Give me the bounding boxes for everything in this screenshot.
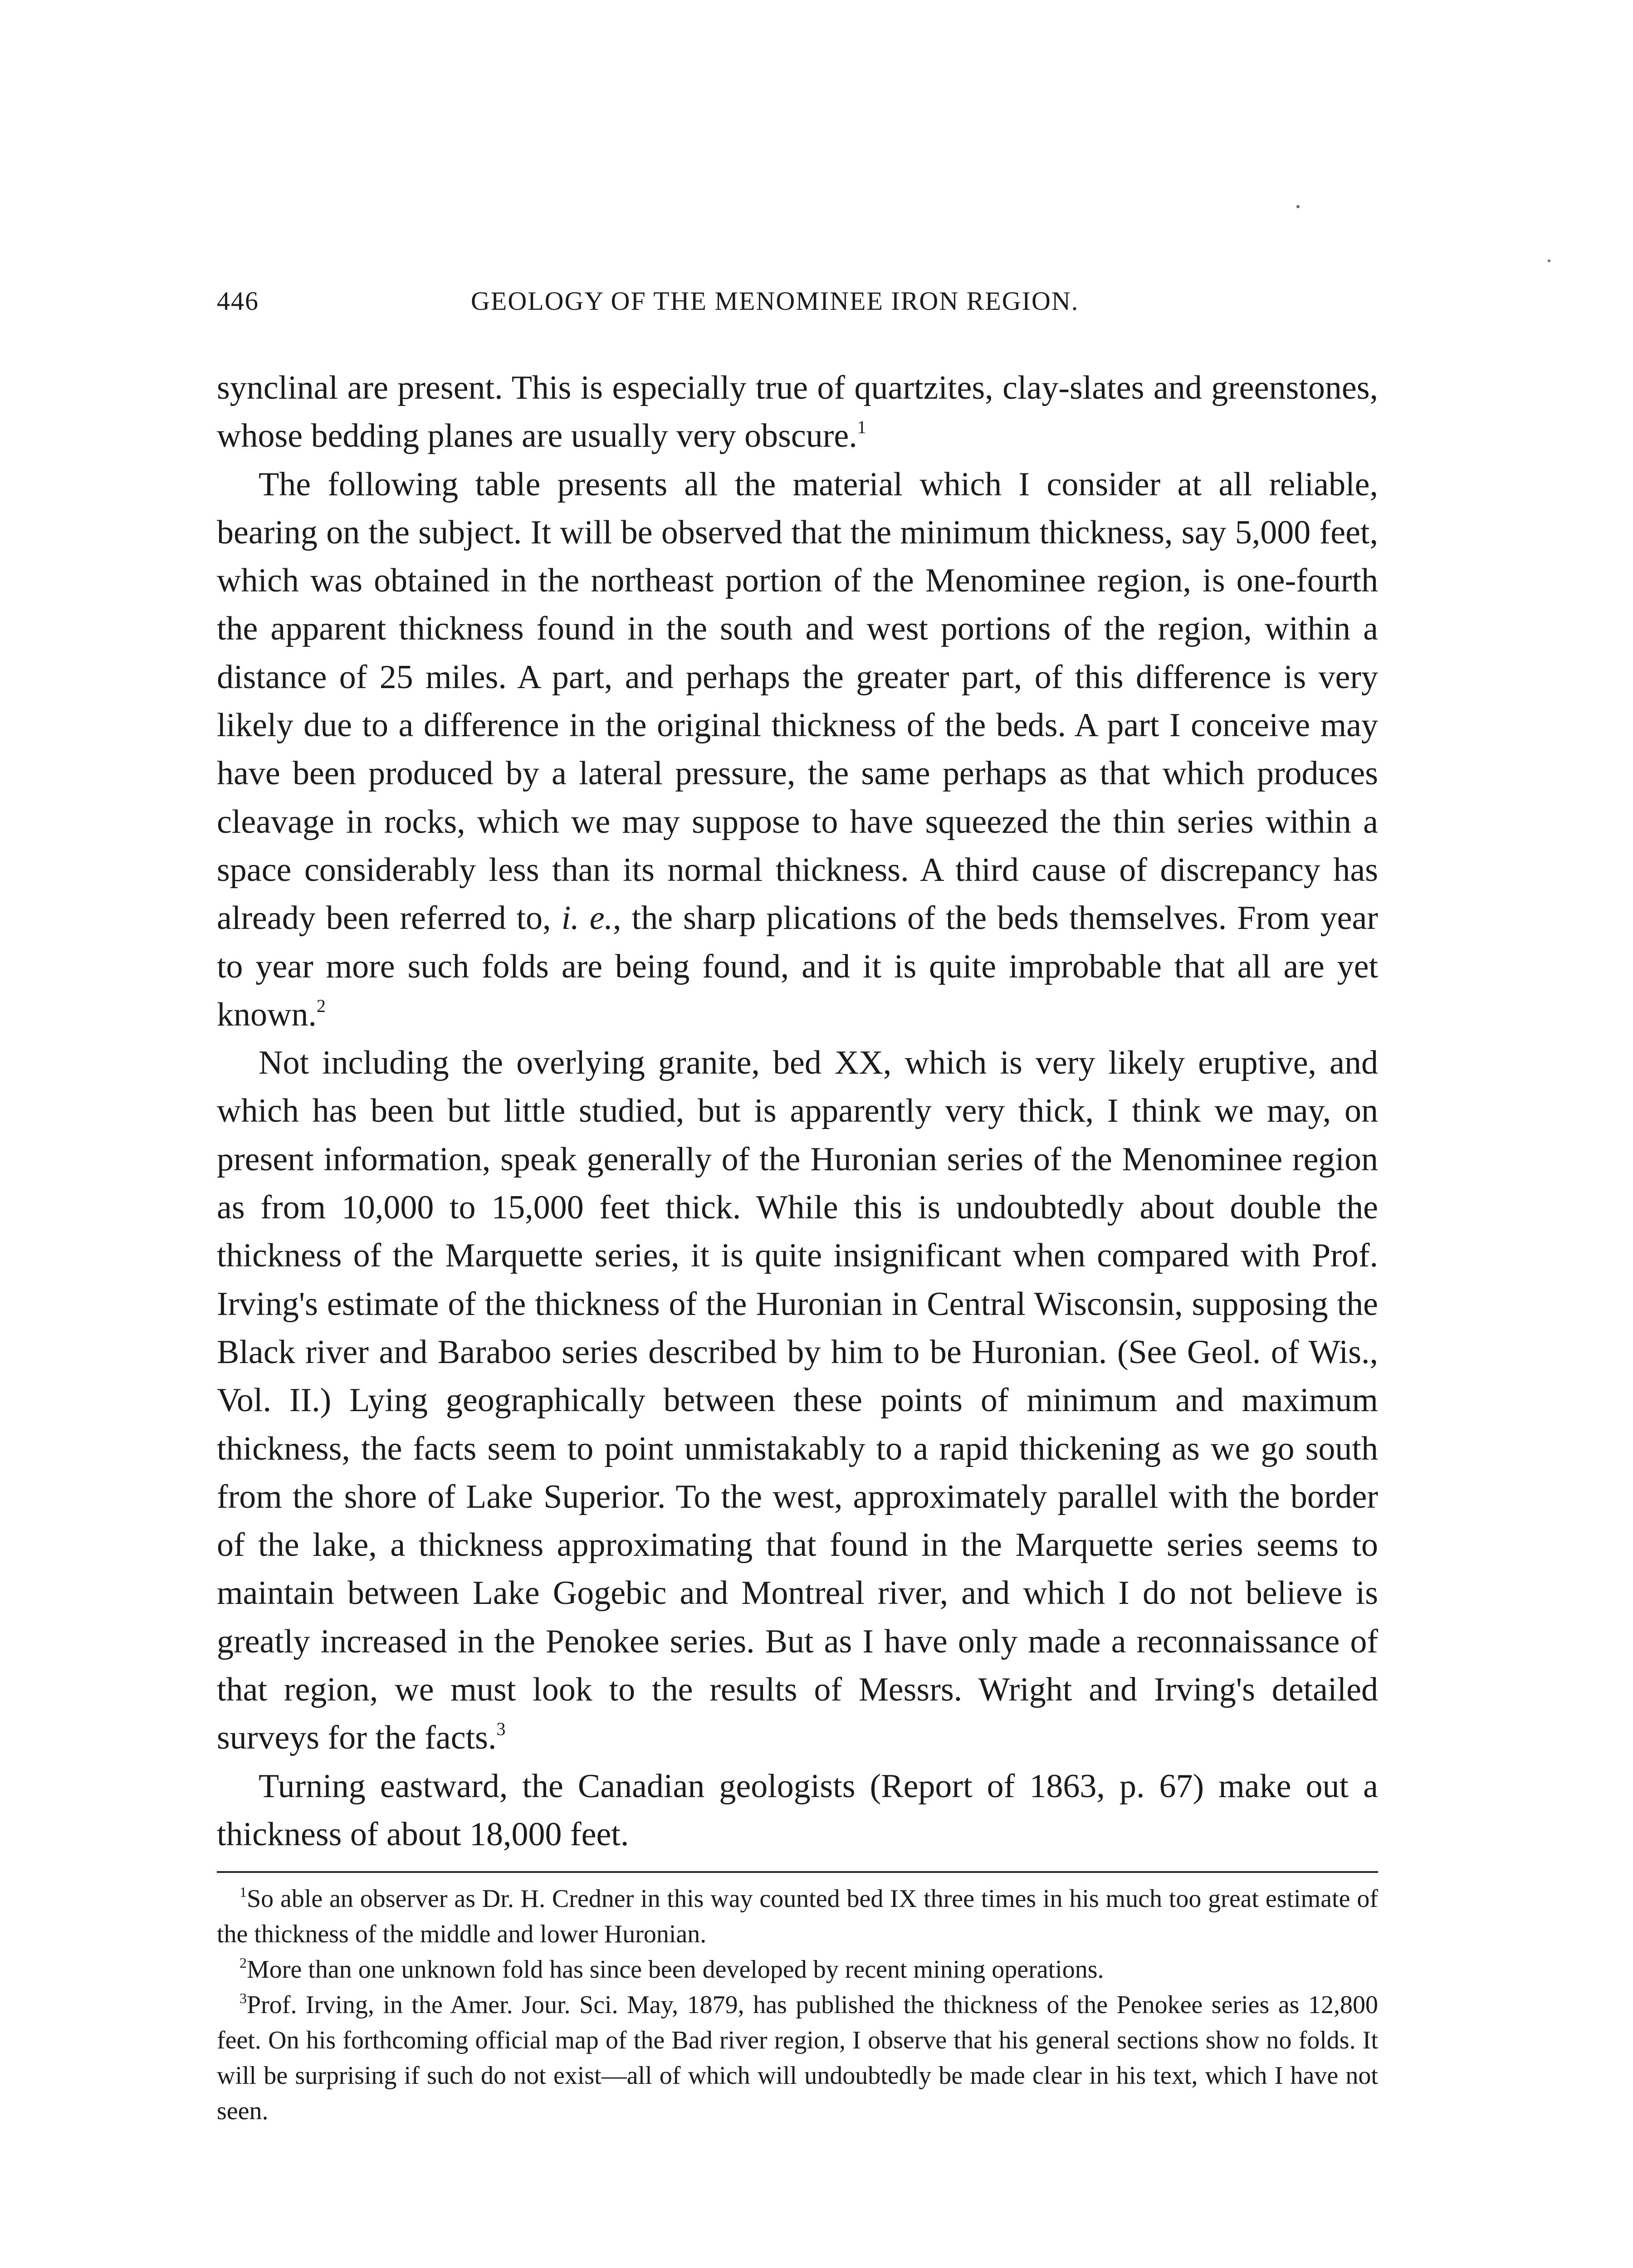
footnote-1 <box>217 1881 1378 1952</box>
footnote-3-mark: 3 <box>240 1990 247 2007</box>
footnote-3 <box>217 1987 1378 2129</box>
footnote-2-text: More than one unknown fold has since been developed by recent mining operations. <box>247 1955 1104 1984</box>
paragraph-2 <box>217 460 1378 1039</box>
scan-speck <box>1296 205 1300 208</box>
footnote-1-text: So able an observer as Dr. H. Credner in this way counted bed IX three times in his much too great estimate of the thickness of the middle and lower Huronian. <box>217 1885 1378 1949</box>
footnote-ref-3: 3 <box>496 1719 506 1740</box>
scan-speck <box>1548 259 1550 262</box>
footnote-ref-2: 2 <box>316 995 326 1016</box>
paragraph-2-text: The following table presents all the material which I consider at all reliable, bearing on the subject. It will be observed that the minimum thickness, say 5,000 feet, which was obtained in the northeast portion of the Menominee region, is one-fourth the apparent thickness found in the south and west portions of the region, within a distance of 25 miles. A part, and perhaps the greater part, of this difference is very likely due to a difference in the original thickness of the beds. A part I conceive may have been produced by a lateral pressure, the same perhaps as that which produces cleavage in rocks, which we may suppose to have squeezed the thin series within a space considerably less than its normal thickness. A third cause of discrepancy has already been referred to, <box>217 465 1378 937</box>
running-title: GEOLOGY OF THE MENOMINEE IRON REGION. <box>471 286 1079 316</box>
footnote-2 <box>217 1952 1378 1987</box>
paragraph-3 <box>217 1039 1378 1762</box>
body-text <box>217 364 1378 1858</box>
page-number: 446 <box>217 286 259 316</box>
paragraph-2-continuation: , the sharp plications of the beds themselves. From year to year more such folds are being found, and it is quite improbable that all are yet known. <box>217 899 1379 1033</box>
footnote-1-mark: 1 <box>240 1884 247 1901</box>
running-head <box>217 286 1378 322</box>
footnote-2-mark: 2 <box>240 1955 247 1971</box>
paragraph-3-text: Not including the overlying granite, bed XX, which is very likely eruptive, and which has been but little studied, but is apparently very thick, I think we may, on present information, speak generally of the Huronian series of the Menominee region as from 10,000 to 15,000 feet thick. While this is undoubtedly about double the thickness of the Marquette series, it is quite insignificant when compared with Prof. Irving's estimate of the thickness of the Huronian in Central Wisconsin, supposing the Black river and Baraboo series described by him to be Huronian. (See Geol. of Wis., Vol. II.) Lying geographically between these points of minimum and maximum thickness, the facts seem to point unmistakably to a rapid thickening as we go south from the shore of Lake Superior. To the west, approximately parallel with the border of the lake, a thickness approximating that found in the Marquette series seems to maintain between Lake Gogebic and Montreal river, and which I do not believe is greatly increased in the Penokee series. But as I have only made a reconnaissance of that region, we must look to the results of Messrs. Wright and Irving's detailed surveys for the facts. <box>217 1044 1378 1757</box>
footnote-3-text: Prof. Irving, in the Amer. Jour. Sci. May, 1879, has published the thickness of the Penokee series as 12,800 feet. On his forthcoming official map of the Bad river region, I observe that his general sections show no folds. It will be surprising if such do not exist—all of which will undoubtedly be made clear in his text, which I have not seen. <box>217 1991 1378 2126</box>
paragraph-1-text: synclinal are present. This is especially true of quartzites, clay-slates and greenstones, whose bedding planes are usually very obscure. <box>217 369 1378 455</box>
paragraph-4-text: Turning eastward, the Canadian geologists (Report of 1863, p. 67) make out a thickness of about 18,000 feet. <box>217 1767 1378 1853</box>
book-page <box>217 286 1378 2129</box>
paragraph-1 <box>217 364 1378 460</box>
footnote-divider <box>217 1871 1378 1873</box>
footnotes <box>217 1881 1378 2129</box>
paragraph-2-italic: i. e. <box>561 899 613 937</box>
paragraph-4 <box>217 1762 1378 1859</box>
footnote-ref-1: 1 <box>857 417 866 438</box>
